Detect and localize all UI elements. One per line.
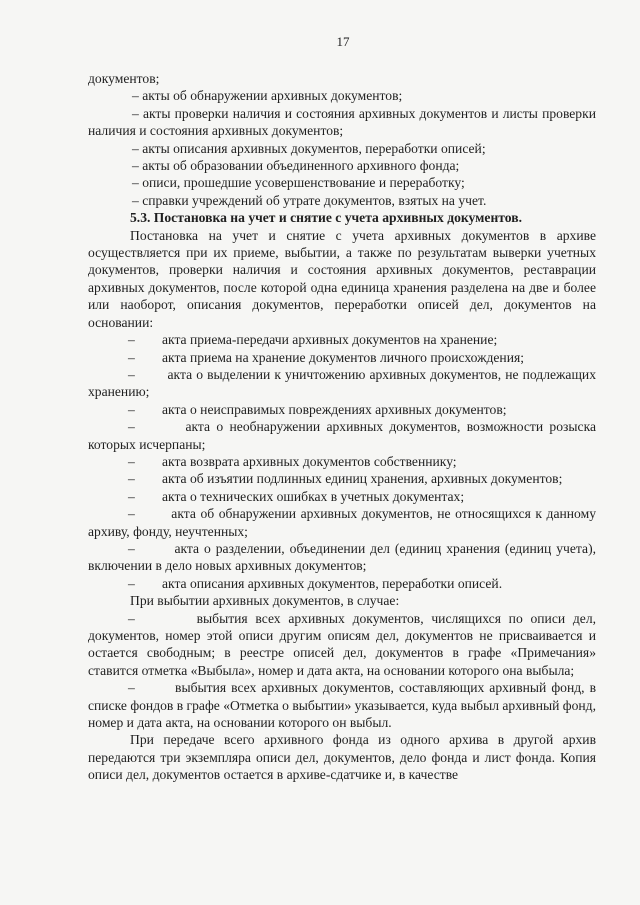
text-line: документов; xyxy=(88,71,160,86)
list-item: – акты об образовании объединенного архивного фонда; xyxy=(132,158,460,174)
list-item: – акта о неисправимых повреждениях архивных документов; xyxy=(128,401,507,417)
paragraph: Постановка на учет и снятие с учета архивных документов в архиве осуществляется при их приеме, выбытии, а также по результатам выверки учетных документов, проверки наличия и состояния архивных документов, реставрации архивных документов, после которой одна единица хранения разделена на две и более или наоборот, описания документов, переработки описей дел, документов на основании: xyxy=(88,227,596,330)
list-item: – описи, прошедшие усовершенствование и переработку; xyxy=(132,175,465,191)
list-item: – акты описания архивных документов, переработки описей; xyxy=(132,140,486,156)
list-item: – акта о технических ошибках в учетных документах; xyxy=(128,488,465,504)
list-item: – выбытия всех архивных документов, числящихся по описи дел, документов, номер этой описи другим описям дел, документов не присваивается и остается свободным; в реестре описей дел, документов в графе «Примечания» ставится отметка «Выбыла», номер и дата акта, на основании которого она выбыла; xyxy=(88,610,596,678)
page-number: 17 xyxy=(336,34,350,49)
list-item: – справки учреждений об утрате документов, взятых на учет. xyxy=(132,192,487,208)
section-heading: 5.3. Постановка на учет и снятие с учета архивных документов. xyxy=(130,210,522,226)
paragraph: При передаче всего архивного фонда из одного архива в другой архив передаются три экземпляра описи дел, документов, дело фонда и лист фонда. Копия описи дел, документов остается в архиве-сдатчике и, в качестве xyxy=(88,732,596,783)
list-item: – акта о необнаружении архивных документов, возможности розыска которых исчерпаны; xyxy=(88,419,596,452)
list-item: – акты об обнаружении архивных документов; xyxy=(132,88,403,104)
list-item: – акта приема на хранение документов личного происхождения; xyxy=(128,349,525,365)
page-body xyxy=(88,70,596,784)
paragraph: При выбытии архивных документов, в случае: xyxy=(130,593,400,609)
list-item: – акта об обнаружении архивных документов, не относящихся к данному архиву, фонду, неучтенных; xyxy=(88,506,596,539)
list-item: – выбытия всех архивных документов, составляющих архивный фонд, в списке фондов в графе «Отметка о выбытии» указывается, куда выбыл архивный фонд, номер и дата акта, на основании которого он выбыл. xyxy=(88,680,596,731)
list-item: – акта о разделении, объединении дел (единиц хранения (единиц учета), включении в дело новых архивных документов; xyxy=(88,540,596,574)
list-item: – акта о выделении к уничтожению архивных документов, не подлежащих хранению; xyxy=(88,366,596,400)
list-item: – акта приема-передачи архивных документов на хранение; xyxy=(128,332,498,348)
list-item: – акта возврата архивных документов собственнику; xyxy=(128,453,457,469)
list-item: – акта об изъятии подлинных единиц хранения, архивных документов; xyxy=(128,471,563,487)
list-item: – акты проверки наличия и состояния архивных документов и листы проверки наличия и состояния архивных документов; xyxy=(88,105,596,139)
list-item: – акта описания архивных документов, переработки описей. xyxy=(128,575,503,591)
